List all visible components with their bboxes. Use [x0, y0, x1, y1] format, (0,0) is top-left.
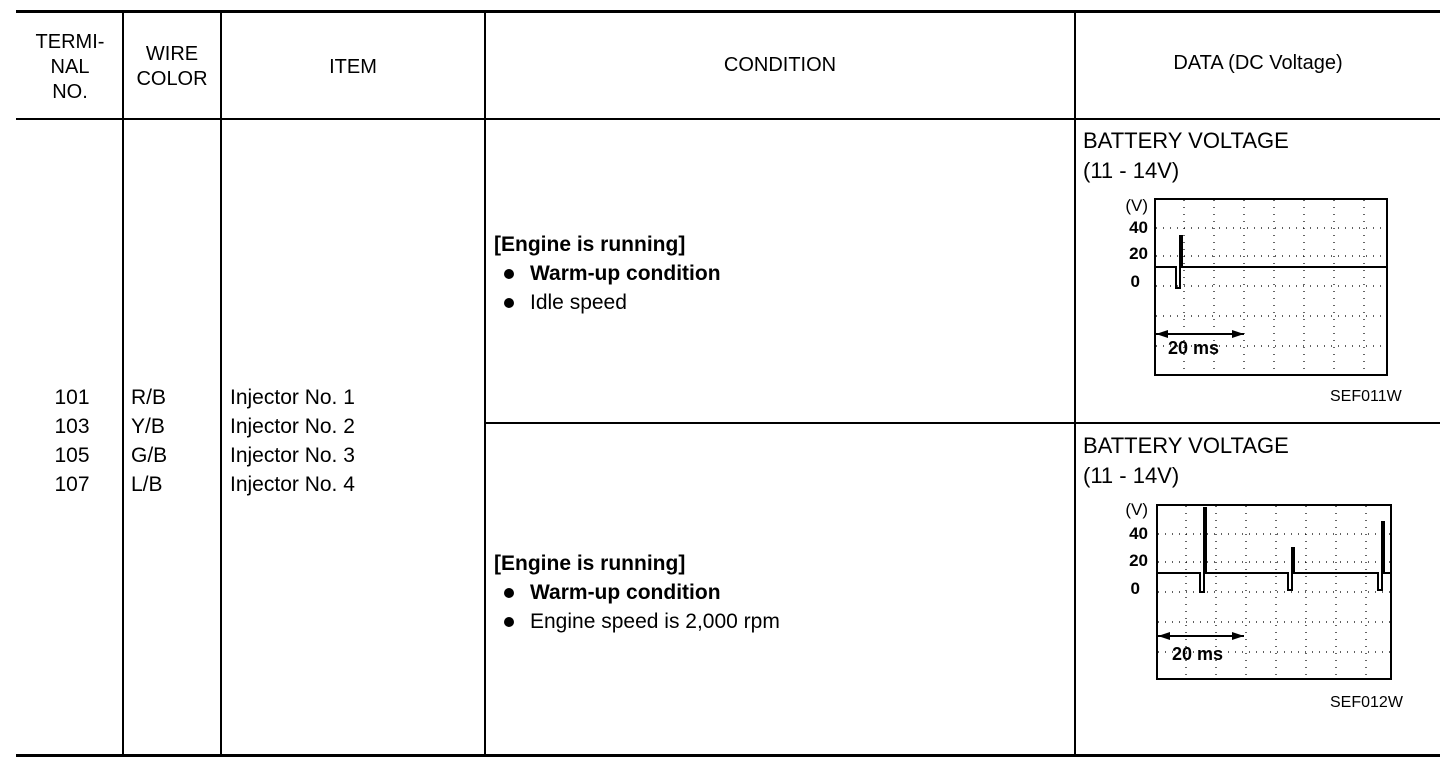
wire-color-list	[131, 383, 167, 499]
header-condition: CONDITION	[723, 54, 837, 76]
y-tick-label: 40	[1129, 524, 1148, 543]
bullet-icon	[504, 588, 514, 598]
header-item: ITEM	[329, 56, 377, 78]
y-tick-label: 40	[1129, 218, 1148, 237]
terminal-no: 101	[54, 386, 90, 409]
voltage-trace	[1158, 508, 1390, 592]
condition-2000rpm	[494, 549, 780, 636]
time-scale-label: 20 ms	[1168, 338, 1220, 358]
y-tick-label: 0	[1130, 272, 1140, 291]
time-scale-label: 20 ms	[1172, 644, 1224, 664]
wire-color: L/B	[131, 473, 163, 496]
bullet-icon	[504, 617, 514, 627]
oscilloscope-waveform-2000rpm	[1110, 500, 1400, 682]
y-unit-label: (V)	[1125, 196, 1148, 215]
y-tick-label: 20	[1129, 551, 1148, 570]
col-divider-1	[122, 12, 124, 756]
item-name: Injector No. 4	[230, 473, 355, 496]
y-tick-label: 20	[1129, 244, 1148, 263]
condition-bullet: Engine speed is 2,000 rpm	[494, 607, 780, 636]
item-list	[230, 383, 355, 499]
data-row-divider	[486, 422, 1440, 424]
y-tick-label: 0	[1130, 579, 1140, 598]
condition-title: [Engine is running]	[494, 552, 686, 575]
terminal-list	[32, 383, 112, 499]
figure-code: SEF012W	[1330, 694, 1403, 711]
item-name: Injector No. 2	[230, 415, 355, 438]
item-name: Injector No. 1	[230, 386, 355, 409]
header-terminal-no: TERMI- NAL NO.	[35, 31, 105, 103]
data-voltage-label: BATTERY VOLTAGE (11 - 14V)	[1083, 128, 1289, 183]
terminal-no: 103	[54, 415, 90, 438]
bullet-icon	[504, 269, 514, 279]
wire-color: G/B	[131, 444, 168, 467]
terminal-no: 105	[54, 444, 90, 467]
terminal-no: 107	[54, 473, 90, 496]
condition-title: [Engine is running]	[494, 233, 686, 256]
bullet-icon	[504, 298, 514, 308]
header-data: DATA (DC Voltage)	[1173, 52, 1343, 74]
col-divider-2	[220, 12, 222, 756]
data-voltage-label: BATTERY VOLTAGE (11 - 14V)	[1083, 433, 1289, 488]
item-name: Injector No. 3	[230, 444, 355, 467]
oscilloscope-waveform-idle	[1110, 196, 1400, 378]
condition-idle	[494, 230, 721, 317]
y-unit-label: (V)	[1125, 500, 1148, 519]
condition-bullet: Warm-up condition	[494, 578, 780, 607]
figure-code: SEF011W	[1330, 388, 1402, 405]
table-bottom-rule	[16, 754, 1440, 757]
wire-color: Y/B	[131, 415, 165, 438]
condition-bullet: Idle speed	[494, 288, 721, 317]
voltage-trace	[1156, 236, 1386, 288]
col-divider-4	[1074, 12, 1076, 756]
header-wire-color: WIRE COLOR	[136, 43, 208, 90]
wire-color: R/B	[131, 386, 167, 409]
condition-bullet: Warm-up condition	[494, 259, 721, 288]
table-top-rule	[16, 10, 1440, 13]
col-divider-3	[484, 12, 486, 756]
header-bottom-rule	[16, 118, 1440, 120]
